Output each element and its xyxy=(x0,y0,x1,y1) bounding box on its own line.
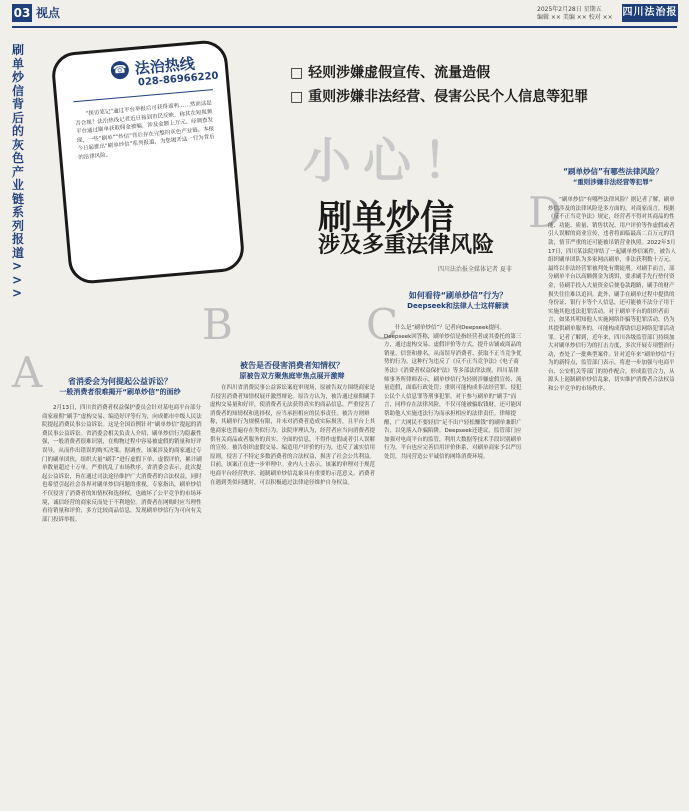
phone-icon: ☎ xyxy=(110,60,130,80)
headline-bullet-2: □ 重则涉嫌非法经营、侵害公民个人信息等犯罪 xyxy=(290,89,589,105)
section-c-body: 什么是“刷单炒信”？记者向Deepseek提问。Deepseek回答称，刷单炒信是指经营者或其委托的第三方，通过虚构交易、虚假评价等方式，提升店铺或商品的销量、信誉和排名，从而误导消费者、获取不正当竞争优势的行为。这种行为违反了《反不正当竞争法》《电子商务法》《消费者权益保护法》等多部法律法规。四川某律师事务所律师表示，刷单炒信行为轻则涉嫌虚假宣传、流量造假，面临行政处罚；重则可能构成非法经营罪、侵犯公民个人信息罪等刑事犯罪。对于参与刷单的“刷手”而言，同样存在法律风险，不仅可能被骗取钱财，还可能因帮助他人实施违法行为而承担相应的法律责任。律师提醒，广大网民不要轻信“足不出户轻松赚钱”的刷单兼职广告，以免落入诈骗陷阱。Deepseek还建议，监管部门应加强对电商平台的监管，利用大数据等技术手段识别刷单行为，平台也应完善信用评价体系，对刷单商家予以严厉处罚，共同营造公平诚信的网络消费环境。 xyxy=(384,325,522,460)
headline-caution: 小心！ xyxy=(303,133,484,189)
header-rule xyxy=(12,26,677,28)
section-c-subtitle: Deepseek和法律人士这样解读 xyxy=(407,302,509,310)
section-d-subtitle: “重则涉嫌非法经营等犯罪” xyxy=(572,178,654,186)
byline: 四川法治报全媒体记者 夏非 xyxy=(438,266,512,273)
section-d-body: “刷单炒信”有哪些法律风险？据记者了解，刷单炒信涉及的法律风险是多方面的。对商家而言，根据《反不正当竞争法》规定，经营者不得对其商品的性能、功能、质量、销售状况、用户评价等作虚假或者引人误解的商业宣传，违者将面临最高二百万元的罚款，情节严重的还可能被吊销营业执照。2022年3月17日，四川某法院审结了一起刷单炒信案件，被告人组织刷单团队为多家网店刷单，非法获利数十万元，最终以非法经营罪被判处有期徒刑。对刷手而言，部分刷单平台以高额佣金为诱饵，要求刷手先行垫付资金，待刷手投入大量资金后便卷款跑路，刷手的财产损失往往难以追回。此外，刷手在刷单过程中提供的身份证、银行卡等个人信息，还可能被不法分子用于实施其他违法犯罪活动。对于刷单平台的组织者而言，如果其明知他人实施网络诈骗等犯罪活动，仍为其提供刷单服务的，可能构成帮助信息网络犯罪活动罪。记者了解到，近年来，四川各级监管部门持续加大对刷单炒信行为的打击力度，多次开展专项整治行动，查处了一批典型案件。针对近年来“刷单炒信”行为的新特点，监管部门表示，将进一步加强与电商平台、公安机关等部门的协作配合，形成监管合力，从源头上遏制刷单炒信乱象，切实维护消费者合法权益和公平竞争的市场秩序。 xyxy=(548,197,677,393)
section-letter-c: C xyxy=(366,300,399,349)
section-a-title: 省消委会为何提起公益诉讼？ xyxy=(68,377,172,386)
section-a-body: 2月13日，四川省消费者权益保护委员会针对某电商平台部分商家雇佣“刷手”虚构交易、编造好评等行为，向成都市中级人民法院提起消费民事公益诉讼。这是全国首例针对“刷单炒信”提起的消费民事公益诉讼。省消委会相关负责人介绍，刷单炒信行为隐蔽性强，一般消费者很难识别，在购物过程中容易被虚假的销量和好评误导，从而作出错误的购买决策。据调查，该案涉及的商家通过专门的刷单团伙，组织大量“刷手”进行虚假下单、虚假评价，累计刷单数量超过十万单，严重扰乱了市场秩序。省消委会表示，此次提起公益诉讼，旨在通过司法途径维护广大消费者的合法权益，同时也希望引起社会各界对刷单炒信问题的重视。专家指出，刷单炒信不仅侵害了消费者的知情权和选择权，也破坏了公平竞争的市场环境，诚信经营的商家反而处于不利地位。消费者在网购时应当理性看待销量和评价，多方比较商品信息，发现刷单炒信行为可向有关部门投诉举报。 xyxy=(42,405,202,523)
section-b-body: 在四川省消费民事公益诉讼案庭审现场，原被告双方围绕商家是否侵害消费者知情权展开激烈辩论。原告方认为，被告通过雇佣刷手虚构交易量和好评，使消费者无法获得真实的商品信息，严重侵害了消费者的知情权和选择权，应当承担相应的民事责任。被告方则辩称，其刷单行为规模有限，并未对消费者造成实际损害，且平台上其他商家也普遍存在类似行为。法院审理认为，经营者应当向消费者提供有关商品或者服务的真实、全面的信息，不得作虚假或者引人误解的宣传。被告组织虚假交易、编造用户评价的行为，违反了诚实信用原则，侵害了不特定多数消费者的合法权益，损害了社会公共利益。目前，该案正在进一步审理中。业内人士表示，该案的审理对于规范电商平台经营秩序、遏制刷单炒信乱象具有重要的示范意义。消费者在遇到类似问题时，可以积极通过法律途径维护自身权益。 xyxy=(210,385,376,486)
headline-sub: 涉及多重法律风险 xyxy=(318,233,495,258)
phone-illustration xyxy=(50,39,246,285)
section-letter-a: A xyxy=(12,348,43,397)
hotline-number: 028-86966220 xyxy=(137,70,219,89)
editors: 编辑 ×× 美编 ×× 校对 ×× xyxy=(537,14,613,21)
section-b-title: 被告是否侵害消费者知情权？ xyxy=(240,361,344,370)
section-c-title: 如何看待“刷单炒信”行为？ xyxy=(408,291,508,300)
headline-main: 刷单炒信 xyxy=(318,198,454,238)
section-d-title: “刷单炒信”有哪些法律风险？ xyxy=(563,167,663,176)
series-side-title: 刷单炒信背后的灰色产业链系列报道>>> xyxy=(12,43,25,300)
newspaper-brand: 四川法治报 xyxy=(622,4,678,22)
hotline-intro: “探访笔记”通过平台举报后可获得返利……然而这是否合规？法治热线记者近日接到市民反映，称其在短视频平台通过刷单获取佣金被骗，涉及金额上万元。经调查发现，一些“刷单”“炒信”背后存在完整的灰色产业链。本报今日起推出“刷单炒信”系列报道，为您揭开这一行为背后的法律风险。 xyxy=(75,100,216,161)
issue-meta xyxy=(537,6,615,22)
section-letter-d: D xyxy=(528,188,562,237)
page-number: 03 xyxy=(13,6,31,20)
section-b-subtitle: 原被告双方聚焦庭审焦点展开激辩 xyxy=(239,372,345,380)
page-header xyxy=(0,0,689,26)
issue-date: 2025年2月28日 星期五 xyxy=(537,6,602,13)
section-name: 视点 xyxy=(36,6,61,20)
hotline-logo: 法治热线 xyxy=(134,54,196,78)
section-a-subtitle: 一般消费者很难揭开“刷单炒信”的面纱 xyxy=(59,388,181,396)
section-letter-b: B xyxy=(202,300,233,349)
headline-bullet-1: □ 轻则涉嫌虚假宣传、流量造假 xyxy=(290,65,491,81)
